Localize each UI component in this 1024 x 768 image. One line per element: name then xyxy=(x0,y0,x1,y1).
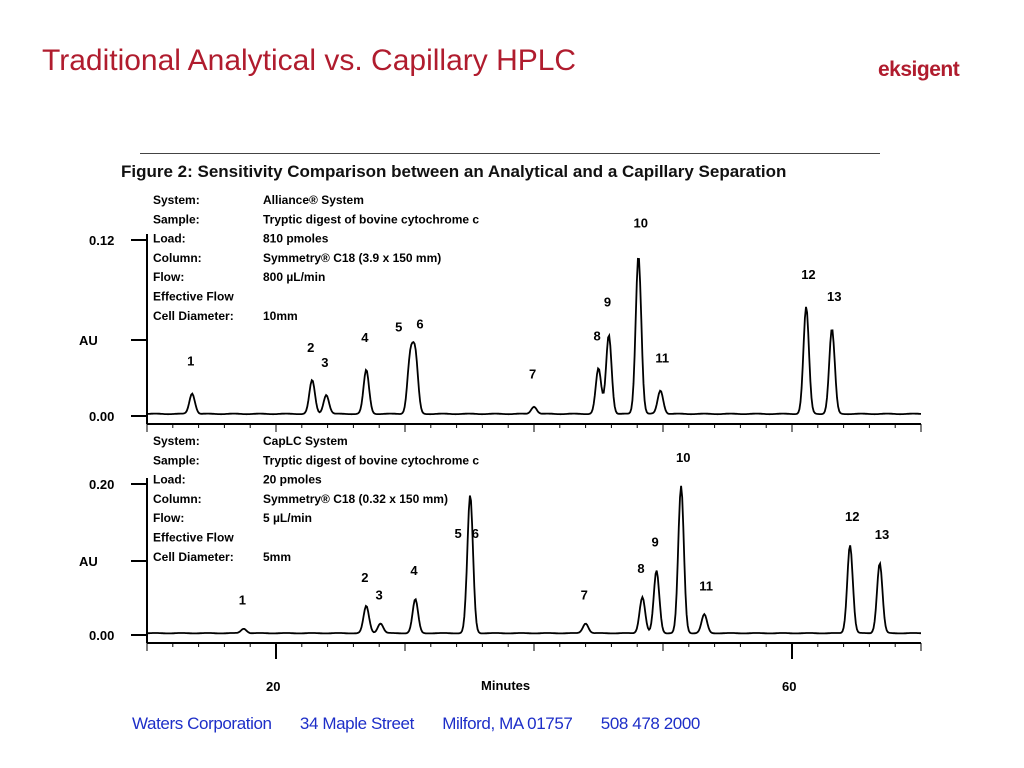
peak-label-5: 5 xyxy=(454,526,462,542)
peak-label-11: 11 xyxy=(655,350,670,366)
info-key: Cell Diameter: xyxy=(153,308,234,323)
info-key: Cell Diameter: xyxy=(153,549,234,564)
peak-label-13: 13 xyxy=(826,288,842,304)
peak-label-5: 5 xyxy=(395,319,403,335)
peak-label-8: 8 xyxy=(637,560,645,576)
info-value: Symmetry® C18 (0.32 x 150 mm) xyxy=(263,491,448,506)
info-value: Tryptic digest of bovine cytochrome c xyxy=(263,212,480,227)
info-key: Load: xyxy=(153,472,186,487)
x-tick-label: 60 xyxy=(782,679,797,694)
y-tick-label: 0.00 xyxy=(89,409,115,424)
info-value: Tryptic digest of bovine cytochrome c xyxy=(263,453,480,468)
peak-label-6: 6 xyxy=(416,316,424,332)
x-axis-label: Minutes xyxy=(481,678,531,693)
info-value: CapLC System xyxy=(263,434,348,448)
info-value: Alliance® System xyxy=(263,193,364,207)
info-key: System: xyxy=(153,193,200,207)
peak-label-1: 1 xyxy=(187,353,195,369)
info-value: 800 µL/min xyxy=(263,270,326,285)
figure-caption: Figure 2: Sensitivity Comparison between an Analytical and a Capillary Separation xyxy=(121,162,787,181)
peak-label-10: 10 xyxy=(633,215,648,231)
y-tick-label: 0.20 xyxy=(89,477,115,492)
peak-label-10: 10 xyxy=(676,449,691,465)
info-value: 10mm xyxy=(263,308,298,323)
peak-label-9: 9 xyxy=(651,534,659,550)
peak-label-3: 3 xyxy=(321,354,329,370)
footer-phone: 508 478 2000 xyxy=(600,714,700,733)
peak-label-7: 7 xyxy=(580,587,588,603)
slide-title: Traditional Analytical vs. Capillary HPLC xyxy=(42,44,577,77)
info-value: 810 pmoles xyxy=(263,231,329,246)
info-key: System: xyxy=(153,434,200,448)
footer-address xyxy=(132,714,724,734)
peak-label-4: 4 xyxy=(361,329,369,345)
eksigent-logo: eksigent xyxy=(878,58,960,81)
info-key: Effective Flow xyxy=(153,530,234,545)
peak-label-4: 4 xyxy=(410,563,418,579)
y-tick-label: 0.12 xyxy=(89,233,115,248)
peak-label-12: 12 xyxy=(845,508,860,524)
info-key: Sample: xyxy=(153,212,200,227)
y-tick-label: 0.00 xyxy=(89,628,115,643)
footer-street: 34 Maple Street xyxy=(299,714,414,733)
peak-label-12: 12 xyxy=(801,266,816,282)
footer-city: Milford, MA 01757 xyxy=(442,714,573,733)
info-key: Load: xyxy=(153,231,186,246)
footer-company: Waters Corporation xyxy=(132,714,272,733)
peak-label-3: 3 xyxy=(375,587,383,603)
peak-label-1: 1 xyxy=(238,592,246,608)
info-key: Flow: xyxy=(153,511,185,526)
peak-label-6: 6 xyxy=(471,526,480,542)
info-key: Flow: xyxy=(153,270,185,285)
peak-label-2: 2 xyxy=(307,340,315,356)
info-value: Symmetry® C18 (3.9 x 150 mm) xyxy=(263,250,442,265)
info-key: Column: xyxy=(153,250,202,265)
y-axis-label: AU xyxy=(79,333,98,348)
peak-label-2: 2 xyxy=(361,570,369,586)
info-value: 5 µL/min xyxy=(263,511,312,526)
x-tick-label: 20 xyxy=(266,679,281,694)
peak-label-9: 9 xyxy=(603,294,612,310)
peak-label-13: 13 xyxy=(874,526,890,542)
y-axis-label: AU xyxy=(79,554,98,569)
info-value: 5mm xyxy=(263,549,292,564)
info-key: Effective Flow xyxy=(153,289,234,304)
info-key: Sample: xyxy=(153,453,200,468)
peak-label-11: 11 xyxy=(699,578,714,594)
peak-label-8: 8 xyxy=(593,328,601,344)
info-key: Column: xyxy=(153,491,202,506)
peak-label-7: 7 xyxy=(529,366,537,382)
info-value: 20 pmoles xyxy=(263,472,322,487)
